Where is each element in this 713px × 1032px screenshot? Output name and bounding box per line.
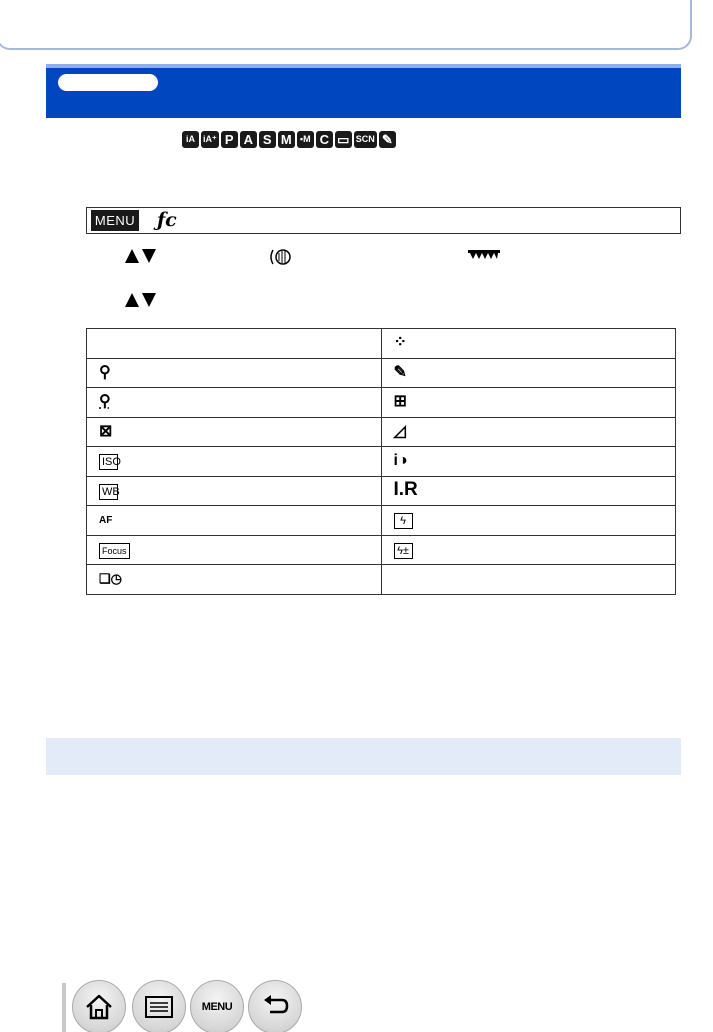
cursor-up-icon [125,249,139,263]
contrast-curve-icon: ◿ [393,422,406,440]
table-row [87,358,676,388]
cursor-up-icon-2 [125,293,139,307]
table-row [87,329,676,359]
section-banner [46,64,681,118]
table-cell-right [381,358,676,388]
table-cell-right [381,417,676,447]
mode-scene-guide-icon: SCN [354,131,377,148]
table-cell-left [87,447,382,477]
mode-m-icon: M [278,131,295,148]
mode-panorama-icon: ▭ [335,131,352,148]
mode-creative-control-icon: ✎ [379,131,396,148]
flash-mode-icon: ϟ [394,513,413,529]
af-mode-icon: AF [99,515,113,527]
i-resolution-icon: I.R [393,479,418,501]
table-row [87,565,676,595]
mode-p-icon: P [221,131,238,148]
menu-path-box [86,207,681,234]
table-cell-left [87,565,382,595]
cursor-down-icon-2 [142,293,156,307]
table-cell-left [87,329,382,359]
back-arrow-icon [260,994,290,1020]
menu-icon: MENU [201,1001,233,1013]
home-button[interactable] [72,980,126,1032]
table-cell-right [381,535,676,565]
white-balance-icon: WB [99,484,118,500]
table-cell-left [87,388,382,418]
focus-icon: Focus [99,543,130,559]
table-cell-left [87,417,382,447]
page-header-frame [0,0,692,50]
custom-menu-tab-icon: ƒc [157,209,177,231]
zoom-icon: ⚲ [99,363,111,381]
control-ring-icon [268,248,292,266]
exposure-comp-icon: ⊠ [99,422,113,440]
table-cell-right [381,506,676,536]
table-cell-left [87,506,382,536]
table-cell-right [381,388,676,418]
table-cell-left [87,535,382,565]
contents-button[interactable] [132,980,186,1032]
table-row [87,506,676,536]
control-dial-icon [468,250,500,260]
table-cell-left [87,476,382,506]
aspect-ratio-icon: ⊞ [393,393,407,411]
table-cell-right [381,447,676,477]
footer-divider [62,983,66,1032]
table-cell-right [381,476,676,506]
table-cell-right [381,565,676,595]
mode-intelligent-auto-plus-icon: iA⁺ [201,131,219,148]
mode-custom-icon: C [316,131,333,148]
note-section-bar [46,738,681,775]
mode-creative-video-icon: ▪M [297,131,314,148]
i-dynamic-icon: i◑ [393,452,408,470]
function-settings-table [86,328,676,595]
section-label-pill [58,74,158,91]
recording-mode-icons [182,131,396,148]
table-cell-right [381,329,676,359]
iso-icon: ISO [99,454,118,470]
step-select-row [125,249,159,263]
step-set-row [125,293,159,307]
drive-mode-icon: ❏◷ [99,571,122,587]
mode-s-icon: S [259,131,276,148]
filter-effect-icon: ✎ [393,363,407,381]
photo-style-icon: ⁘ [393,334,407,352]
menu-button[interactable] [190,980,244,1032]
home-icon [84,993,114,1021]
mode-a-icon: A [240,131,257,148]
table-row [87,476,676,506]
back-button[interactable] [248,980,302,1032]
table-row [87,388,676,418]
cursor-down-icon [142,249,156,263]
flash-adjust-icon: ϟ± [394,543,413,559]
table-row [87,535,676,565]
table-cell-left [87,358,382,388]
contents-list-icon [144,995,174,1019]
table-row [87,417,676,447]
table-row [87,447,676,477]
step-zoom-icon: ⚲ [99,393,111,411]
menu-badge: MENU [91,210,139,231]
mode-intelligent-auto-icon: iA [182,131,199,148]
